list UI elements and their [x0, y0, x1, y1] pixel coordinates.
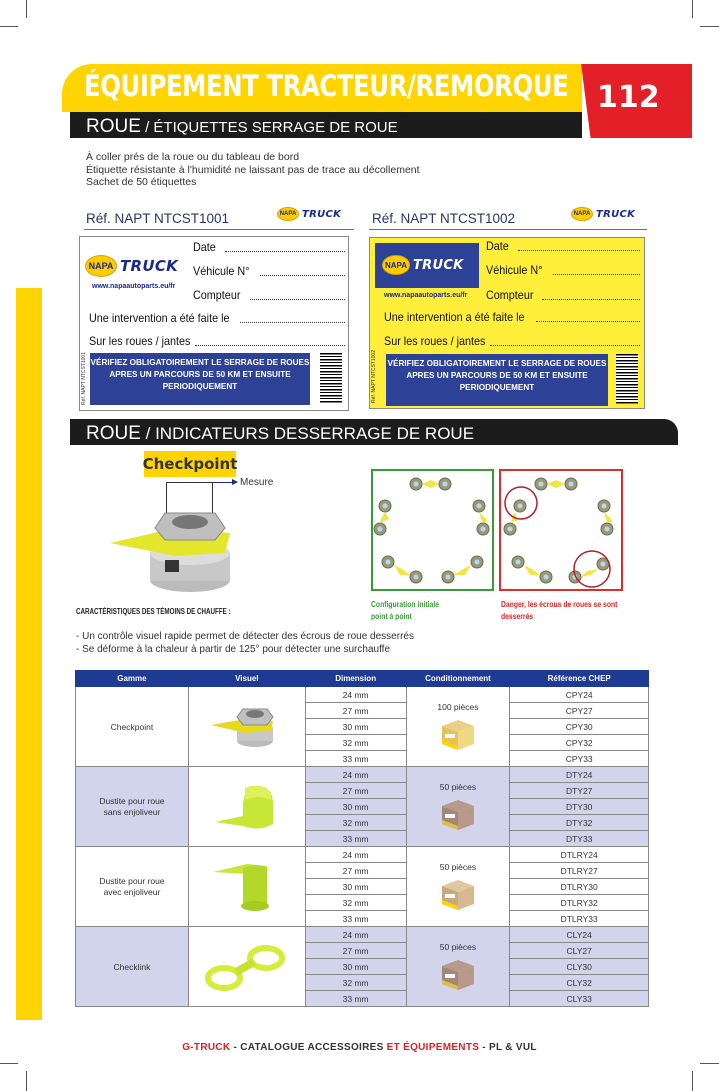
checklink-band-image — [202, 936, 292, 996]
product-table — [75, 670, 649, 1007]
cell-reference: DTY27 — [510, 783, 649, 799]
field-intervention: Une intervention a été faite le — [89, 311, 230, 325]
side-reference: Réf. NAPT NTCST1002 — [371, 350, 377, 403]
page-footer — [0, 1042, 719, 1053]
dustite-long-cap-image — [207, 856, 287, 916]
pack-quantity: 100 pièces — [437, 701, 479, 712]
wheel-nut-diagram — [371, 469, 623, 591]
cell-gamme: Checkpoint — [76, 687, 189, 767]
napa-badge-icon: NAPA — [85, 255, 117, 277]
cell-reference: DTLRY33 — [510, 911, 649, 927]
napa-truck-logo — [277, 207, 341, 221]
cell-dimension: 33 mm — [305, 991, 406, 1007]
checkpoint-product-image — [207, 701, 287, 751]
feature-item: - Se déforme à la chaleur à partir de 125° pour détecter une surchauffe — [76, 643, 391, 655]
napa-truck-logo — [571, 207, 635, 221]
field-line — [518, 241, 640, 251]
features-title: CARACTÉRISTIQUES DES TÉMOINS DE CHAUFFE : — [76, 607, 231, 616]
field-date: Date — [486, 239, 509, 253]
cell-dimension: 27 mm — [305, 943, 406, 959]
section-title-main: ROUE — [86, 423, 141, 444]
cell-dimension: 27 mm — [305, 863, 406, 879]
cell-reference: DTY30 — [510, 799, 649, 815]
cell-reference: CLY24 — [510, 927, 649, 943]
field-intervention: Une intervention a été faite le — [384, 310, 525, 324]
box-icon — [438, 956, 478, 990]
cell-dimension: 24 mm — [305, 687, 406, 703]
cell-dimension: 27 mm — [305, 783, 406, 799]
section-subtitle — [86, 116, 398, 138]
table-row — [76, 767, 649, 783]
pack-quantity: 50 pièces — [439, 941, 477, 952]
cell-dimension: 30 mm — [305, 959, 406, 975]
checkpoint-nut-illustration — [105, 498, 255, 598]
cell-dimension: 27 mm — [305, 703, 406, 719]
box-icon — [438, 796, 478, 830]
website-url: www.napaautoparts.eu/fr — [92, 283, 176, 290]
diagram-caption-ok — [371, 598, 439, 622]
field-line — [240, 313, 345, 323]
cell-reference: DTLRY24 — [510, 847, 649, 863]
truck-wordmark: TRUCK — [596, 208, 636, 220]
dustite-cap-image — [207, 778, 287, 833]
page-title: ÉQUIPEMENT TRACTEUR/REMORQUE — [84, 69, 569, 103]
crop-mark — [26, 1071, 27, 1091]
cell-dimension: 32 mm — [305, 975, 406, 991]
cell-visual — [188, 767, 305, 847]
cell-dimension: 33 mm — [305, 751, 406, 767]
divider — [84, 229, 354, 230]
cell-gamme: Dustite pour roue sans enjoliveur — [76, 767, 189, 847]
field-line — [542, 290, 640, 300]
crop-mark — [0, 26, 18, 27]
cell-pack — [406, 687, 510, 767]
cell-dimension: 32 mm — [305, 815, 406, 831]
napa-badge-icon: NAPA — [382, 255, 410, 275]
warning-notice: VÉRIFIEZ OBLIGATOIREMENT LE SERRAGE DE ROUES APRES UN PARCOURS DE 50 KM ET ENSUITE PERIODIQUEMENT — [90, 353, 310, 405]
cell-dimension: 30 mm — [305, 879, 406, 895]
footer-brand: G-TRUCK — [182, 1042, 231, 1053]
website-url: www.napaautoparts.eu/fr — [384, 292, 468, 299]
measure-label: Mesure — [240, 477, 274, 488]
napa-badge-icon: NAPA — [277, 207, 299, 221]
cell-pack — [406, 847, 510, 927]
col-header-ref: Référence CHEP — [510, 671, 649, 687]
field-date: Date — [193, 240, 216, 254]
crop-mark — [26, 0, 27, 18]
features-list — [76, 631, 414, 656]
cell-reference: CPY24 — [510, 687, 649, 703]
barcode — [320, 353, 342, 403]
cell-reference: DTY24 — [510, 767, 649, 783]
side-color-bar — [16, 288, 42, 1020]
cell-dimension: 30 mm — [305, 719, 406, 735]
cell-reference: DTY33 — [510, 831, 649, 847]
crop-mark — [700, 26, 719, 27]
product-description — [86, 151, 420, 189]
caption-line: desserrés — [501, 611, 534, 621]
diagram-caption-danger — [501, 598, 617, 622]
crop-mark — [0, 1063, 18, 1064]
label-card-yellow — [369, 237, 645, 409]
cell-dimension: 24 mm — [305, 927, 406, 943]
checkpoint-logo: Checkpoint — [144, 451, 236, 477]
cell-gamme: Dustite pour roue avec enjoliveur — [76, 847, 189, 927]
cell-dimension: 33 mm — [305, 911, 406, 927]
field-line — [195, 336, 345, 346]
crop-mark — [692, 1071, 693, 1091]
warning-notice: VÉRIFIEZ OBLIGATOIREMENT LE SERRAGE DE ROUES APRES UN PARCOURS DE 50 KM ET ENSUITE PERIODIQUEMENT — [386, 354, 608, 406]
cell-reference: CPY32 — [510, 735, 649, 751]
field-line — [250, 290, 345, 300]
pack-quantity: 50 pièces — [439, 781, 477, 792]
feature-item: - Un contrôle visuel rapide permet de détecter des écrous de roue desserrés — [76, 631, 414, 642]
subtitle-rest: / ÉTIQUETTES SERRAGE DE ROUE — [140, 119, 398, 136]
field-meter: Compteur — [193, 288, 241, 302]
field-vehicle: Véhicule N° — [193, 264, 250, 278]
table-row — [76, 927, 649, 943]
field-line — [260, 266, 345, 276]
truck-wordmark: TRUCK — [413, 257, 464, 273]
field-wheels: Sur les roues / jantes — [89, 334, 191, 348]
footer-text: - PL & VUL — [479, 1042, 537, 1053]
cell-dimension: 30 mm — [305, 799, 406, 815]
box-icon — [438, 716, 478, 750]
footer-text: - CATALOGUE ACCESSOIRES — [230, 1042, 387, 1053]
cell-dimension: 24 mm — [305, 847, 406, 863]
table-header-row — [76, 671, 649, 687]
cell-dimension: 24 mm — [305, 767, 406, 783]
pack-quantity: 50 pièces — [439, 861, 477, 872]
page-number: 112 — [597, 80, 660, 115]
section-title — [86, 423, 474, 445]
cell-reference: CPY27 — [510, 703, 649, 719]
cell-pack — [406, 927, 510, 1007]
col-header-dimension: Dimension — [305, 671, 406, 687]
caption-line: point à point — [371, 611, 412, 621]
field-meter: Compteur — [486, 288, 534, 302]
crop-mark — [692, 0, 693, 18]
cell-reference: CPY33 — [510, 751, 649, 767]
caption-line: Danger, les écrous de roues se sont — [501, 599, 618, 609]
table-row — [76, 847, 649, 863]
field-vehicle: Véhicule N° — [486, 263, 543, 277]
cell-reference: DTLRY27 — [510, 863, 649, 879]
cell-visual — [188, 847, 305, 927]
napa-truck-logo — [382, 255, 464, 275]
cell-visual — [188, 927, 305, 1007]
cell-gamme: Checklink — [76, 927, 189, 1007]
section-title-rest: / INDICATEURS DESSERRAGE DE ROUE — [140, 424, 475, 443]
truck-wordmark: TRUCK — [120, 257, 179, 275]
description-line: Sachet de 50 étiquettes — [86, 176, 197, 188]
footer-highlight: ET ÉQUIPEMENTS — [386, 1042, 480, 1053]
cell-pack — [406, 767, 510, 847]
field-line — [490, 336, 640, 346]
label-card-white — [79, 236, 349, 411]
label-ref-1: Réf. NAPT NTCST1001 — [86, 211, 230, 226]
description-line: À coller prés de la roue ou du tableau de bord — [86, 151, 300, 163]
caption-line: Configuration initiale — [371, 599, 439, 609]
cell-reference: CLY33 — [510, 991, 649, 1007]
subtitle-main: ROUE — [86, 116, 141, 137]
col-header-pack: Conditionnement — [406, 671, 510, 687]
cell-reference: CPY30 — [510, 719, 649, 735]
side-reference: Réf. NAPT NTCST1001 — [81, 352, 87, 405]
cell-dimension: 33 mm — [305, 831, 406, 847]
cell-reference: CLY30 — [510, 959, 649, 975]
napa-truck-logo — [85, 255, 178, 277]
cell-dimension: 32 mm — [305, 735, 406, 751]
field-wheels: Sur les roues / jantes — [384, 334, 486, 348]
barcode — [616, 354, 638, 404]
napa-badge-icon: NAPA — [571, 207, 593, 221]
cell-reference: CLY32 — [510, 975, 649, 991]
field-line — [536, 312, 640, 322]
arrow-icon — [232, 479, 238, 485]
field-line — [225, 242, 345, 252]
truck-wordmark: TRUCK — [302, 208, 342, 220]
box-icon — [438, 876, 478, 910]
field-line — [553, 265, 640, 275]
table-row — [76, 687, 649, 703]
cell-visual — [188, 687, 305, 767]
label-ref-2: Réf. NAPT NTCST1002 — [372, 211, 516, 226]
cell-reference: DTY32 — [510, 815, 649, 831]
description-line: Étiquette résistante à l'humidité ne laissant pas de trace au décollement — [86, 163, 420, 176]
col-header-gamme: Gamme — [76, 671, 189, 687]
cell-reference: DTLRY30 — [510, 879, 649, 895]
cell-reference: CLY27 — [510, 943, 649, 959]
cell-reference: DTLRY32 — [510, 895, 649, 911]
crop-mark — [700, 1063, 719, 1064]
cell-dimension: 32 mm — [305, 895, 406, 911]
col-header-visuel: Visuel — [188, 671, 305, 687]
divider — [369, 229, 647, 230]
